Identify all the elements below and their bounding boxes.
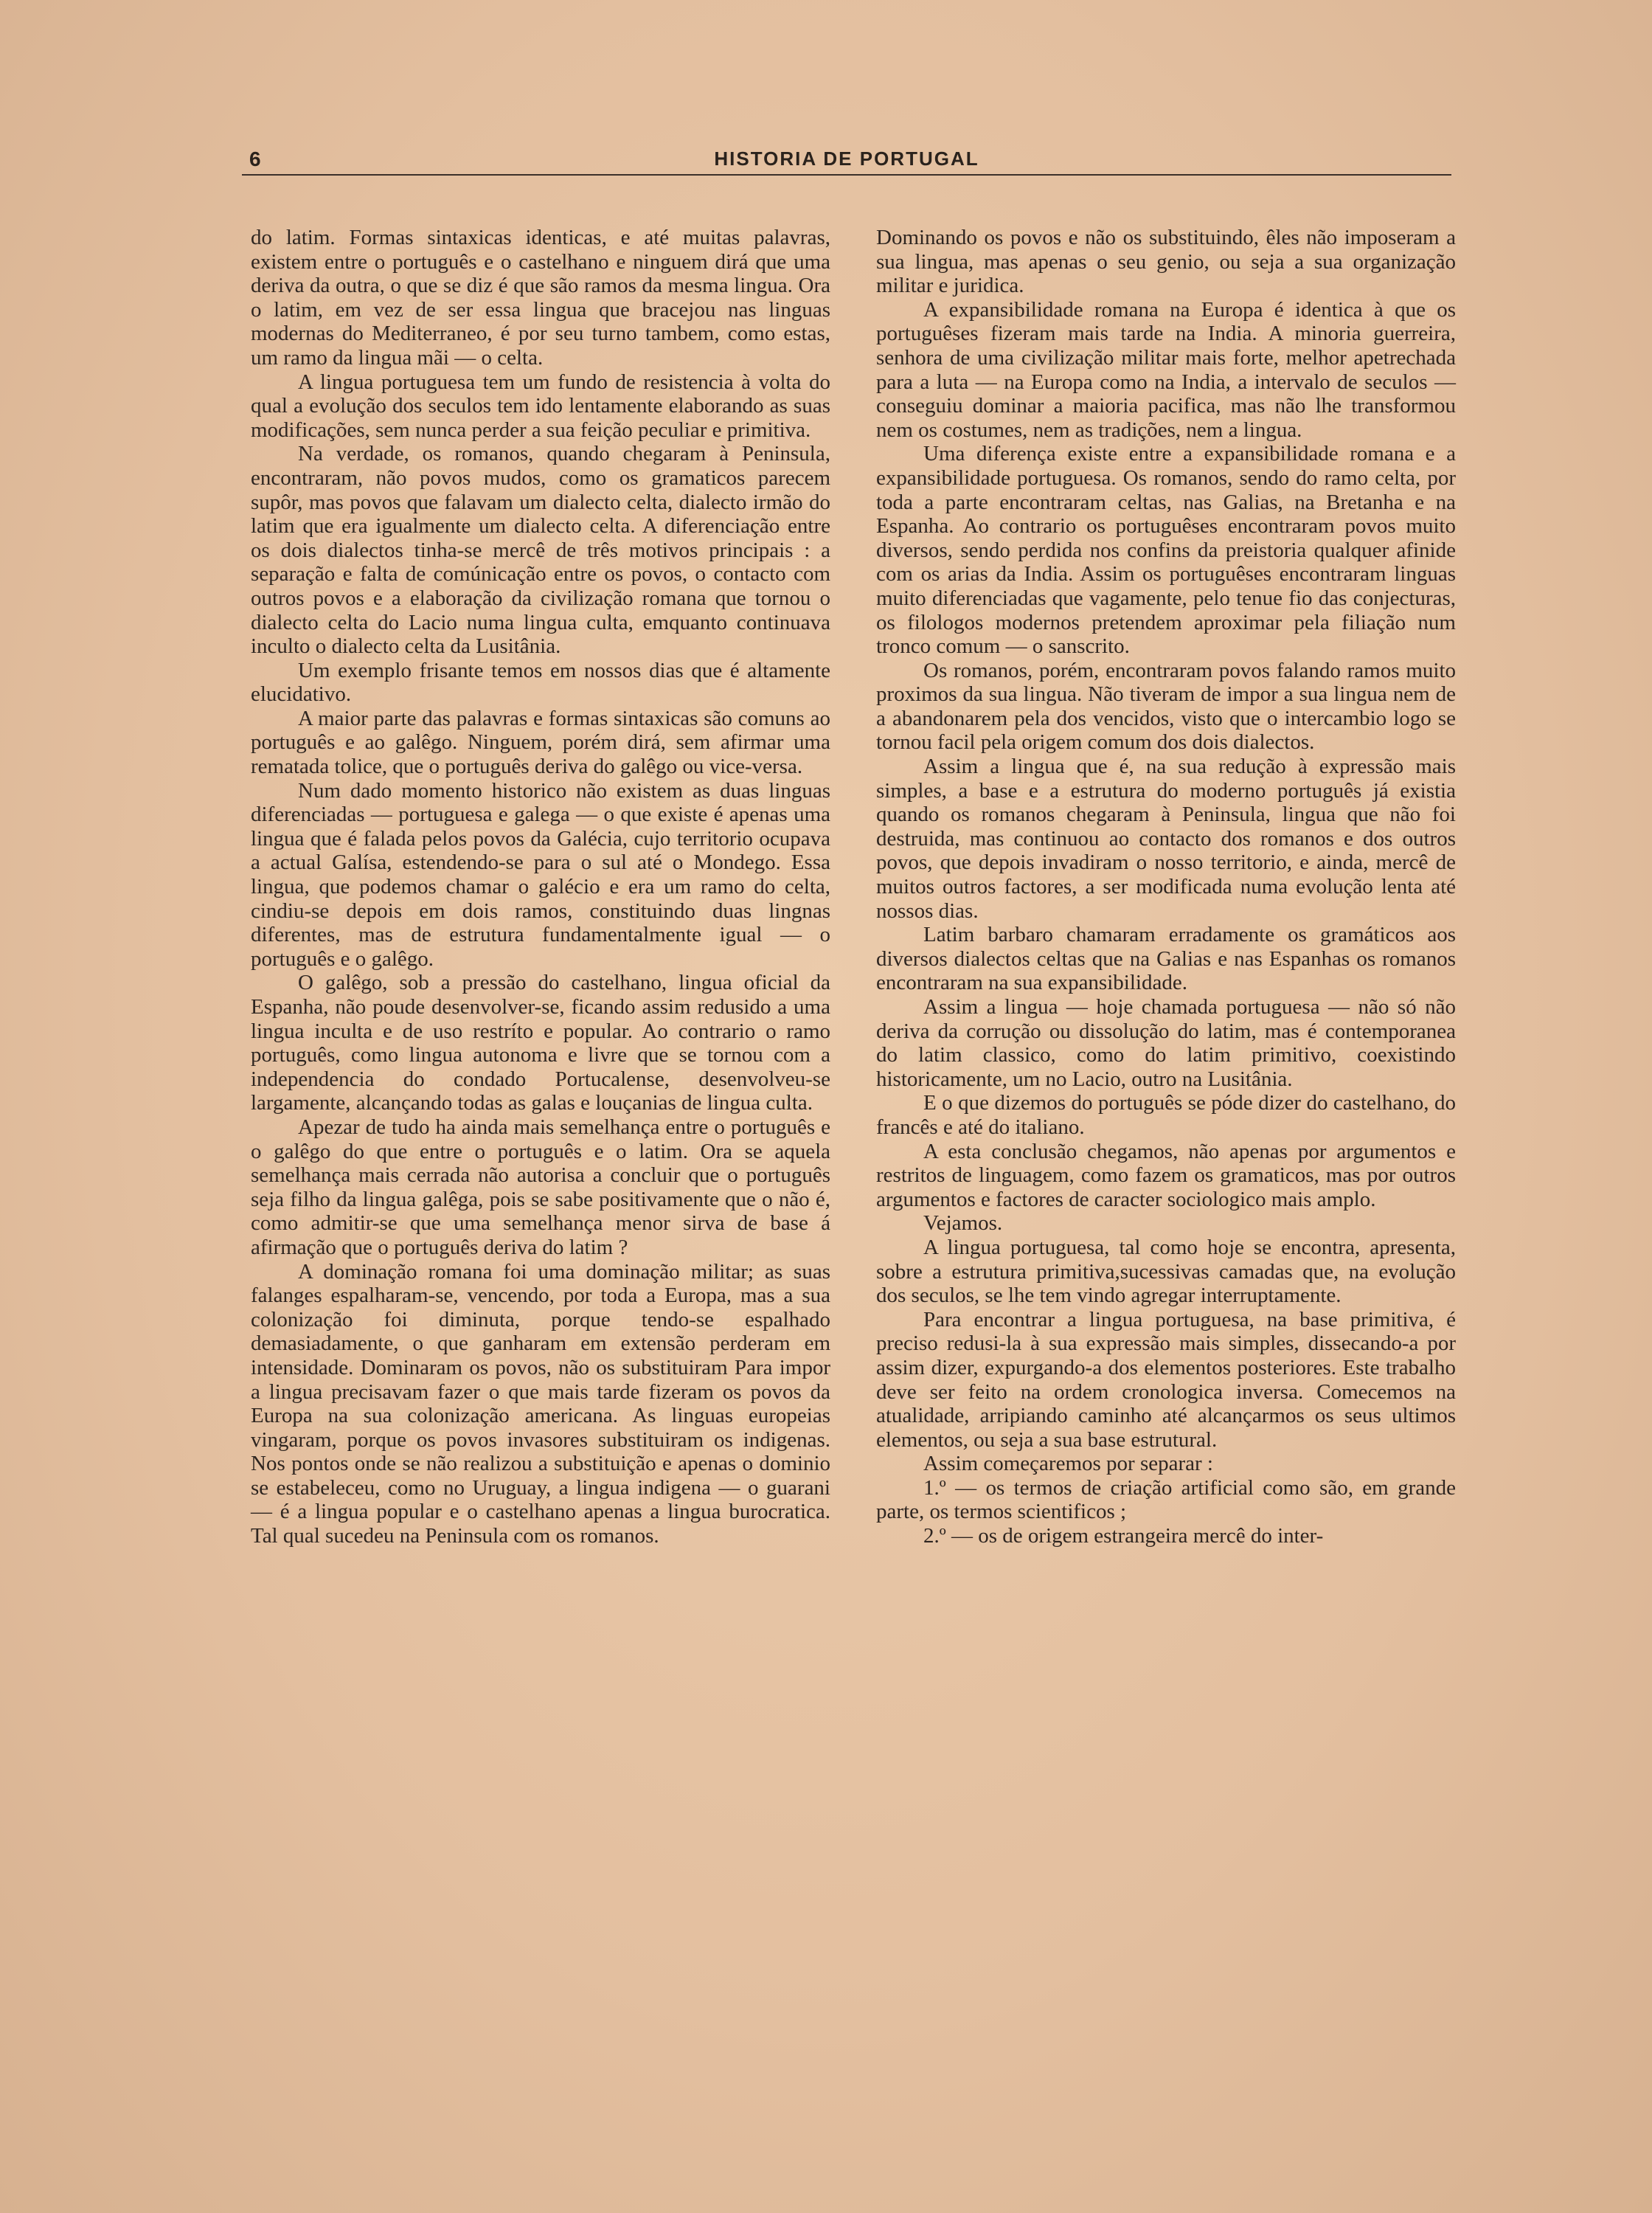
paragraph: A maior parte das palavras e formas sintaxicas são comuns ao português e ao galêgo. Ninguem, porém dirá, sem afirmar uma rematada tolice, que o português deriva do galêgo ou vice-versa. [251, 706, 830, 779]
paragraph: Para encontrar a lingua portuguesa, na base primitiva, é preciso redusi-la à sua expressão mais simples, dissecando-a por assim dizer, expurgando-a dos elementos posteriores. Este trabalho deve ser feito na ordem cronologica inversa. Comecemos na atualidade, arripiando caminho até alcançarmos os seus ultimos elementos, ou seja a sua base estrutural. [876, 1307, 1456, 1452]
right-column [876, 226, 1456, 1548]
paragraph: Assim a lingua — hoje chamada portuguesa — não só não deriva da corrução ou dissolução do latim, mas é contemporanea do latim classico, como do latim primitivo, coexistindo historicamente, um no Lacio, outro na Lusitânia. [876, 995, 1456, 1091]
paragraph: Uma diferença existe entre a expansibilidade romana e a expansibilidade portuguesa. Os romanos, sendo do ramo celta, por toda a parte encontraram celtas, nas Galias, na Bretanha e na Espanha. Ao contrario os portuguêses encontraram povos muito diversos, sendo perdida nos confins da preistoria qualquer afinide com os arias da India. Assim os portuguêses encontraram linguas muito diferenciadas que vagamente, pelo tenue fio das conjecturas, os filologos modernos pretendem aproximar pela filiação num tronco comum — o sanscrito. [876, 442, 1456, 659]
paragraph: do latim. Formas sintaxicas identicas, e até muitas palavras, existem entre o português e o castelhano e ninguem dirá que uma deriva da outra, o que se diz é que são ramos da mesma lingua. Ora o latim, em vez de ser essa lingua que bracejou nas linguas modernas do Mediterraneo, é por seu turno tambem, como estas, um ramo da lingua mãi — o celta. [251, 226, 830, 370]
paragraph: A esta conclusão chegamos, não apenas por argumentos e restritos de linguagem, como fazem os gramaticos, mas por outros argumentos e factores de caracter sociologico mais amplo. [876, 1139, 1456, 1211]
paragraph: Os romanos, porém, encontraram povos falando ramos muito proximos da sua lingua. Não tiveram de impor a sua lingua nem de a abandonarem pela dos vencidos, visto que o intercambio logo se tornou facil pela origem comum dos dois dialectos. [876, 658, 1456, 755]
paragraph: E o que dizemos do português se póde dizer do castelhano, do francês e até do italiano. [876, 1091, 1456, 1139]
paragraph: A lingua portuguesa, tal como hoje se encontra, apresenta, sobre a estrutura primitiva,sucessivas camadas que, na evolução dos seculos, se lhe tem vindo agregar interruptamente. [876, 1235, 1456, 1308]
paragraph: A lingua portuguesa tem um fundo de resistencia à volta do qual a evolução dos seculos tem ido lentamente elaborando as suas modificações, sem nunca perder a sua feição peculiar e primitiva. [251, 370, 830, 442]
paragraph: Assim a lingua que é, na sua redução à expressão mais simples, a base e a estrutura do moderno português já existia quando os romanos chegaram à Peninsula, lingua que não foi destruida, mas continuou ao contacto dos romanos e dos outros povos, que depois invadiram o nosso territorio, e ainda, mercê de muitos outros factores, a ser modificada numa evolução lenta até nossos dias. [876, 755, 1456, 923]
paragraph: A dominação romana foi uma dominação militar; as suas falanges espalharam-se, vencendo, por toda a Europa, mas a sua colonização foi diminuta, porque tendo-se espalhado demasiadamente, o que ganharam em extensão perderam em intensidade. Dominaram os povos, não os substituiram Para impor a lingua precisavam fazer o que mais tarde fizeram os povos da Europa na sua colonização americana. As linguas europeias vingaram, porque os povos invasores substituiram os indigenas. Nos pontos onde se não realizou a substituição e apenas o dominio se estabeleceu, como no Uruguay, a lingua indigena — o guarani — é a lingua popular e o castelhano apenas a lingua burocratica. Tal qual sucedeu na Peninsula com os romanos. [251, 1259, 830, 1548]
paragraph: Latim barbaro chamaram erradamente os gramáticos aos diversos dialectos celtas que na Galias e nas Espanhas os romanos encontraram na sua expansibilidade. [876, 923, 1456, 995]
page-number: 6 [249, 148, 261, 170]
paragraph: Vejamos. [923, 1211, 1003, 1236]
paragraph: 1.º — os termos de criação artificial como são, em grande parte, os termos scientificos ; [876, 1475, 1456, 1524]
header-rule [242, 174, 1451, 176]
paragraph: Assim começaremos por separar : [923, 1452, 1213, 1476]
paragraph: Dominando os povos e não os substituindo, êles não imposeram a sua lingua, mas apenas o seu genio, ou seja a sua organização militar e juridica. [876, 226, 1456, 298]
paragraph: 2.º — os de origem estrangeira mercê do inter- [923, 1524, 1324, 1548]
paragraph: Um exemplo frisante temos em nossos dias que é altamente elucidativo. [251, 658, 830, 707]
running-title: HISTORIA DE PORTUGAL [714, 148, 979, 170]
paragraph: O galêgo, sob a pressão do castelhano, lingua oficial da Espanha, não poude desenvolver-se, ficando assim redusido a uma lingua inculta e de uso restríto e popular. Ao contrario o ramo português, como lingua autonoma e livre que se tornou com a independencia do condado Portucalense, desenvolveu-se largamente, alcançando todas as galas e louçanias de lingua culta. [251, 971, 830, 1115]
paragraph: Na verdade, os romanos, quando chegaram à Peninsula, encontraram, não povos mudos, como os gramaticos parecem supôr, mas povos que falavam um dialecto celta, dialecto irmão do latim que era igualmente um dialecto celta. A diferenciação entre os dois dialectos tinha-se mercê de três motivos principais : a separação e falta de comúnicação entre os povos, o contacto com outros povos e a elaboração da civilização romana que tornou o dialecto celta do Lacio numa lingua culta, emquanto continuava inculto o dialecto celta da Lusitânia. [251, 442, 830, 659]
paragraph: Apezar de tudo ha ainda mais semelhança entre o português e o galêgo do que entre o português e o latim. Ora se aquela semelhança mais cerrada não autorisa a concluir que o português seja filho da lingua galêga, pois se sabe positivamente que o não é, como admitir-se que uma semelhança menor sirva de base á afirmação que o português deriva do latim ? [251, 1115, 830, 1259]
paragraph: A expansibilidade romana na Europa é identica à que os portuguêses fizeram mais tarde na India. A minoria guerreira, senhora de uma civilização militar mais forte, melhor apetrechada para a luta — na Europa como na India, a intervalo de seculos — conseguiu dominar a maioria pacifica, mas não lhe transformou nem os costumes, nem as tradições, nem a lingua. [876, 297, 1456, 442]
left-column [251, 226, 830, 1548]
paragraph: Num dado momento historico não existem as duas linguas diferenciadas — portuguesa e galega — o que existe é apenas uma lingua que é falada pelos povos da Galécia, cujo territorio ocupava a actual Galísa, estendendo-se para o sul até o Mondego. Essa lingua, que podemos chamar o galécio e era um ramo do celta, cindiu-se depois em dois ramos, constituindo duas lingnas diferentes, mas de estrutura fundamentalmente igual — o português e o galêgo. [251, 778, 830, 971]
